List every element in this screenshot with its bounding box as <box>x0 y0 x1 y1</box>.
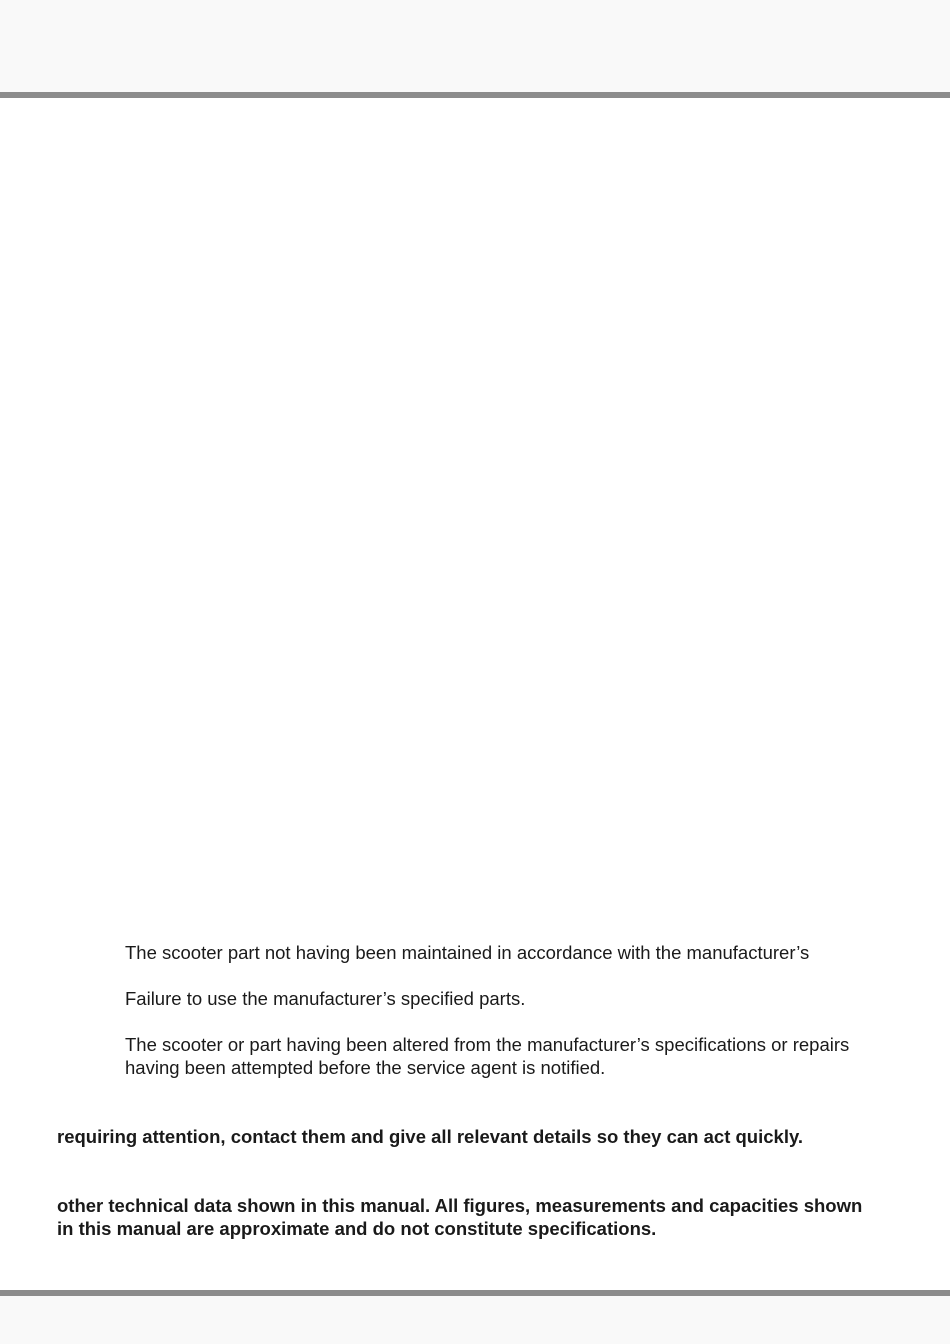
exclusion-parts <box>125 987 905 1010</box>
exclusion-alteration <box>125 1033 905 1079</box>
exclusion-maintenance <box>125 941 905 964</box>
specifications-disclaimer-line-1: other technical data shown in this manual. All figures, measurements and capacities shown <box>57 1195 863 1216</box>
exclusion-parts-text: Failure to use the manufacturer’s specified parts. <box>125 988 526 1009</box>
exclusion-maintenance-text: The scooter part not having been maintained in accordance with the manufacturer’s <box>125 942 810 963</box>
service-notice <box>57 1125 917 1148</box>
footer-band <box>0 1296 950 1344</box>
exclusion-alteration-line-1: The scooter or part having been altered from the manufacturer’s specifications or repairs <box>125 1034 850 1055</box>
exclusion-alteration-line-2: having been attempted before the service agent is notified. <box>125 1057 606 1078</box>
header-divider <box>0 92 950 98</box>
header-band <box>0 0 950 92</box>
service-notice-text: requiring attention, contact them and give all relevant details so they can act quickly. <box>57 1126 804 1147</box>
specifications-disclaimer <box>57 1194 917 1240</box>
specifications-disclaimer-line-2: in this manual are approximate and do not constitute specifications. <box>57 1218 657 1239</box>
